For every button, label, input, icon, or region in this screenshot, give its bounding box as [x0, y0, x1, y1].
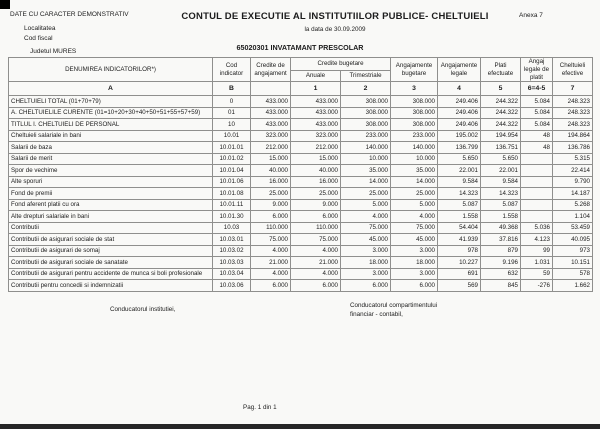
value-cell: 323.000 [291, 130, 341, 142]
value-cell: 845 [481, 280, 521, 292]
demo-note: DATE CU CARACTER DEMONSTRATIV [10, 11, 129, 18]
value-cell [521, 176, 553, 188]
value-cell: 6.000 [391, 280, 438, 292]
indicator-name-cell: Contributii de asigurari pentru accidente de munca si boli profesionale [9, 268, 213, 280]
value-cell: 249.406 [438, 107, 481, 119]
indicator-code-cell: 10.01.30 [213, 211, 251, 223]
value-cell: 249.406 [438, 119, 481, 131]
page-number: Pag. 1 din 1 [243, 404, 277, 411]
value-cell: 14.000 [341, 176, 391, 188]
value-cell: 879 [481, 245, 521, 257]
value-cell: 136.786 [553, 142, 593, 154]
value-cell: 4.000 [341, 211, 391, 223]
indicator-name-cell: TITLUL I. CHELTUIELI DE PERSONAL [9, 119, 213, 131]
indicator-name-cell: Salarii de baza [9, 142, 213, 154]
indicator-name-cell: Salarii de merit [9, 153, 213, 165]
signature-accounting-line2: financiar - contabil, [350, 310, 403, 318]
value-cell: 249.406 [438, 96, 481, 108]
execution-table [8, 57, 593, 292]
value-cell: 54.404 [438, 222, 481, 234]
value-cell: 22.001 [438, 165, 481, 177]
table-row [9, 142, 593, 154]
column-number-cell: 3 [391, 82, 438, 96]
value-cell: 5.084 [521, 96, 553, 108]
value-cell: 40.000 [251, 165, 291, 177]
value-cell: 978 [438, 245, 481, 257]
indicator-name-cell: Fond aferent platii cu ora [9, 199, 213, 211]
value-cell: 110.000 [291, 222, 341, 234]
value-cell: 9.000 [251, 199, 291, 211]
value-cell: 6.000 [251, 280, 291, 292]
indicator-code-cell: 10.01 [213, 130, 251, 142]
value-cell: 632 [481, 268, 521, 280]
value-cell: 15.000 [251, 153, 291, 165]
value-cell: 140.000 [391, 142, 438, 154]
value-cell: 75.000 [251, 234, 291, 246]
table-row [9, 199, 593, 211]
value-cell: 5.087 [438, 199, 481, 211]
value-cell: 212.000 [251, 142, 291, 154]
value-cell: 233.000 [341, 130, 391, 142]
value-cell: 21.000 [251, 257, 291, 269]
table-row [9, 188, 593, 200]
value-cell: 6.000 [341, 280, 391, 292]
col-header-denumirea: DENUMIREA INDICATORILOR*) [9, 58, 213, 82]
value-cell: 9.584 [438, 176, 481, 188]
col-header-credite-angajament: Credite de angajament [251, 58, 291, 82]
value-cell: 4.000 [291, 245, 341, 257]
value-cell: 21.000 [291, 257, 341, 269]
scan-bottom-edge [0, 424, 600, 429]
value-cell: 5.084 [521, 107, 553, 119]
value-cell: 40.095 [553, 234, 593, 246]
value-cell: 433.000 [251, 119, 291, 131]
value-cell: 212.000 [291, 142, 341, 154]
value-cell: 10.000 [341, 153, 391, 165]
indicator-code-cell: 10.01.02 [213, 153, 251, 165]
value-cell: 14.000 [391, 176, 438, 188]
value-cell: 140.000 [341, 142, 391, 154]
value-cell: 244.322 [481, 107, 521, 119]
value-cell: 5.087 [481, 199, 521, 211]
col-header-angaj-legale-de-platit: Angaj legale de platit [521, 58, 553, 82]
col-header-angajamente-legale: Angajamente legale [438, 58, 481, 82]
value-cell: 14.187 [553, 188, 593, 200]
indicator-code-cell: 10.03.06 [213, 280, 251, 292]
indicator-code-cell: 10.01.11 [213, 199, 251, 211]
value-cell: 4.000 [291, 268, 341, 280]
indicator-name-cell: Fond de premii [9, 188, 213, 200]
value-cell: 433.000 [291, 107, 341, 119]
anexa-label: Anexa 7 [519, 12, 543, 19]
localitatea-label: Localitatea [24, 25, 56, 32]
value-cell: 4.000 [251, 268, 291, 280]
table-row [9, 96, 593, 108]
col-header-anuale: Anuale [291, 71, 341, 82]
indicator-code-cell: 10.03.01 [213, 234, 251, 246]
value-cell: 1.662 [553, 280, 593, 292]
table-row [9, 107, 593, 119]
value-cell: 1.031 [521, 257, 553, 269]
value-cell: 3.000 [391, 268, 438, 280]
value-cell: 4.123 [521, 234, 553, 246]
table-row [9, 280, 593, 292]
table-row [9, 222, 593, 234]
value-cell: 433.000 [251, 96, 291, 108]
table-row [9, 211, 593, 223]
value-cell: 195.002 [438, 130, 481, 142]
table-row [9, 257, 593, 269]
value-cell: 5.000 [341, 199, 391, 211]
scan-corner-artifact [0, 0, 10, 9]
value-cell: 308.000 [391, 96, 438, 108]
value-cell: 1.558 [481, 211, 521, 223]
value-cell: 308.000 [341, 96, 391, 108]
value-cell: 248.323 [553, 96, 593, 108]
value-cell: 5.268 [553, 199, 593, 211]
value-cell: 6.000 [291, 211, 341, 223]
indicator-code-cell: 10 [213, 119, 251, 131]
value-cell: 16.000 [251, 176, 291, 188]
indicator-name-cell: Alte drepturi salariale in bani [9, 211, 213, 223]
value-cell: 14.323 [438, 188, 481, 200]
indicator-code-cell: 10.01.06 [213, 176, 251, 188]
value-cell: 35.000 [391, 165, 438, 177]
value-cell: 1.104 [553, 211, 593, 223]
value-cell: 59 [521, 268, 553, 280]
value-cell: 75.000 [341, 222, 391, 234]
indicator-name-cell: Contributii de asigurari sociale de stat [9, 234, 213, 246]
value-cell: 308.000 [341, 107, 391, 119]
value-cell: 25.000 [291, 188, 341, 200]
indicator-code-cell: 10.01.08 [213, 188, 251, 200]
value-cell: 433.000 [251, 107, 291, 119]
value-cell: 5.084 [521, 119, 553, 131]
value-cell: 22.414 [553, 165, 593, 177]
value-cell: 110.000 [251, 222, 291, 234]
column-number-row [9, 82, 593, 96]
value-cell [521, 211, 553, 223]
value-cell: 308.000 [341, 119, 391, 131]
report-date: la data de 30.09.2009 [304, 26, 366, 33]
indicator-code-cell: 10.03 [213, 222, 251, 234]
signature-institution: Conducatorul institutiei, [110, 306, 176, 313]
value-cell: 136.751 [481, 142, 521, 154]
value-cell: 433.000 [291, 119, 341, 131]
value-cell: 578 [553, 268, 593, 280]
value-cell: 248.323 [553, 107, 593, 119]
indicator-name-cell: Cheltuieli salariale in bani [9, 130, 213, 142]
value-cell [521, 199, 553, 211]
value-cell: 18.000 [391, 257, 438, 269]
value-cell: 194.864 [553, 130, 593, 142]
value-cell: 9.196 [481, 257, 521, 269]
column-number-cell: 5 [481, 82, 521, 96]
value-cell: 136.799 [438, 142, 481, 154]
value-cell: 233.000 [391, 130, 438, 142]
value-cell: 973 [553, 245, 593, 257]
value-cell: 5.650 [438, 153, 481, 165]
indicator-code-cell: 10.03.02 [213, 245, 251, 257]
indicator-name-cell: Alte sporuri [9, 176, 213, 188]
value-cell: 9.584 [481, 176, 521, 188]
indicator-code-cell: 10.01.04 [213, 165, 251, 177]
col-header-trimestriale: Trimestriale [341, 71, 391, 82]
col-header-credite-bugetare: Credite bugetare [291, 58, 391, 71]
value-cell: 9.000 [291, 199, 341, 211]
table-row [9, 153, 593, 165]
col-header-angajamente-bugetare: Angajamente bugetare [391, 58, 438, 82]
value-cell: 691 [438, 268, 481, 280]
table-row [9, 245, 593, 257]
chapter-title: 65020301 INVATAMANT PRESCOLAR [236, 43, 364, 52]
indicator-name-cell: CHELTUIELI TOTAL (01+70+79) [9, 96, 213, 108]
value-cell: 48 [521, 130, 553, 142]
value-cell: 6.000 [291, 280, 341, 292]
cod-fiscal-label: Cod fiscal [24, 35, 53, 42]
signature-accounting [350, 302, 437, 319]
value-cell: 41.939 [438, 234, 481, 246]
value-cell: 5.036 [521, 222, 553, 234]
column-number-cell: 2 [341, 82, 391, 96]
value-cell: 10.151 [553, 257, 593, 269]
value-cell: 323.000 [251, 130, 291, 142]
indicator-code-cell: 01 [213, 107, 251, 119]
value-cell: 45.000 [341, 234, 391, 246]
value-cell: 45.000 [391, 234, 438, 246]
value-cell: 433.000 [291, 96, 341, 108]
value-cell: 10.227 [438, 257, 481, 269]
table-row [9, 234, 593, 246]
indicator-name-cell: Spor de vechime [9, 165, 213, 177]
value-cell: 3.000 [341, 245, 391, 257]
value-cell: 308.000 [391, 107, 438, 119]
signature-accounting-line1: Conducatorul compartimentului [350, 302, 438, 309]
column-number-cell: A [9, 82, 213, 96]
table-body [9, 96, 593, 292]
value-cell: 5.650 [481, 153, 521, 165]
value-cell: 1.558 [438, 211, 481, 223]
column-number-cell: 7 [553, 82, 593, 96]
table-header-row-1 [9, 58, 593, 71]
value-cell: 14.323 [481, 188, 521, 200]
table-row [9, 165, 593, 177]
column-number-cell: 6=4-5 [521, 82, 553, 96]
value-cell: 9.790 [553, 176, 593, 188]
value-cell: 16.000 [291, 176, 341, 188]
indicator-code-cell: 10.03.03 [213, 257, 251, 269]
value-cell: 18.000 [341, 257, 391, 269]
value-cell: 244.322 [481, 119, 521, 131]
col-header-plati-efectuate: Plati efectuate [481, 58, 521, 82]
value-cell: 75.000 [391, 222, 438, 234]
column-number-cell: 1 [291, 82, 341, 96]
value-cell: 244.322 [481, 96, 521, 108]
indicator-name-cell: A. CHELTUIELILE CURENTE (01=10+20+30+40+50+51+55+57+59) [9, 107, 213, 119]
value-cell: 48 [521, 142, 553, 154]
value-cell [521, 165, 553, 177]
col-header-cod: Cod indicator [213, 58, 251, 82]
value-cell [521, 153, 553, 165]
indicator-code-cell: 0 [213, 96, 251, 108]
table-row [9, 268, 593, 280]
report-title: CONTUL DE EXECUTIE AL INSTITUTIILOR PUBLICE- CHELTUIELI [181, 11, 489, 22]
value-cell: 10.000 [391, 153, 438, 165]
value-cell: 53.459 [553, 222, 593, 234]
value-cell: 35.000 [341, 165, 391, 177]
value-cell: 248.323 [553, 119, 593, 131]
value-cell: -276 [521, 280, 553, 292]
value-cell: 5.000 [391, 199, 438, 211]
indicator-name-cell: Contributii de asigurari sociale de sanatate [9, 257, 213, 269]
value-cell: 37.816 [481, 234, 521, 246]
value-cell: 25.000 [341, 188, 391, 200]
value-cell: 49.368 [481, 222, 521, 234]
value-cell: 6.000 [251, 211, 291, 223]
value-cell: 15.000 [291, 153, 341, 165]
indicator-name-cell: Contributii [9, 222, 213, 234]
value-cell [521, 188, 553, 200]
value-cell: 4.000 [251, 245, 291, 257]
value-cell: 194.954 [481, 130, 521, 142]
value-cell: 99 [521, 245, 553, 257]
col-header-cheltuieli-efective: Cheltuieli efective [553, 58, 593, 82]
indicator-code-cell: 10.01.01 [213, 142, 251, 154]
column-number-cell: B [213, 82, 251, 96]
value-cell: 40.000 [291, 165, 341, 177]
value-cell: 25.000 [391, 188, 438, 200]
table-row [9, 119, 593, 131]
value-cell: 25.000 [251, 188, 291, 200]
judet-label: Judetul MURES [30, 48, 77, 55]
value-cell: 4.000 [391, 211, 438, 223]
indicator-name-cell: Contributii pentru concedii si indemnizatii [9, 280, 213, 292]
table-row [9, 130, 593, 142]
value-cell: 569 [438, 280, 481, 292]
value-cell: 22.001 [481, 165, 521, 177]
column-number-cell [251, 82, 291, 96]
value-cell: 3.000 [391, 245, 438, 257]
value-cell: 3.000 [341, 268, 391, 280]
indicator-name-cell: Contributii de asigurari de somaj [9, 245, 213, 257]
indicator-code-cell: 10.03.04 [213, 268, 251, 280]
table-row [9, 176, 593, 188]
value-cell: 308.000 [391, 119, 438, 131]
value-cell: 5.315 [553, 153, 593, 165]
column-number-cell: 4 [438, 82, 481, 96]
value-cell: 75.000 [291, 234, 341, 246]
